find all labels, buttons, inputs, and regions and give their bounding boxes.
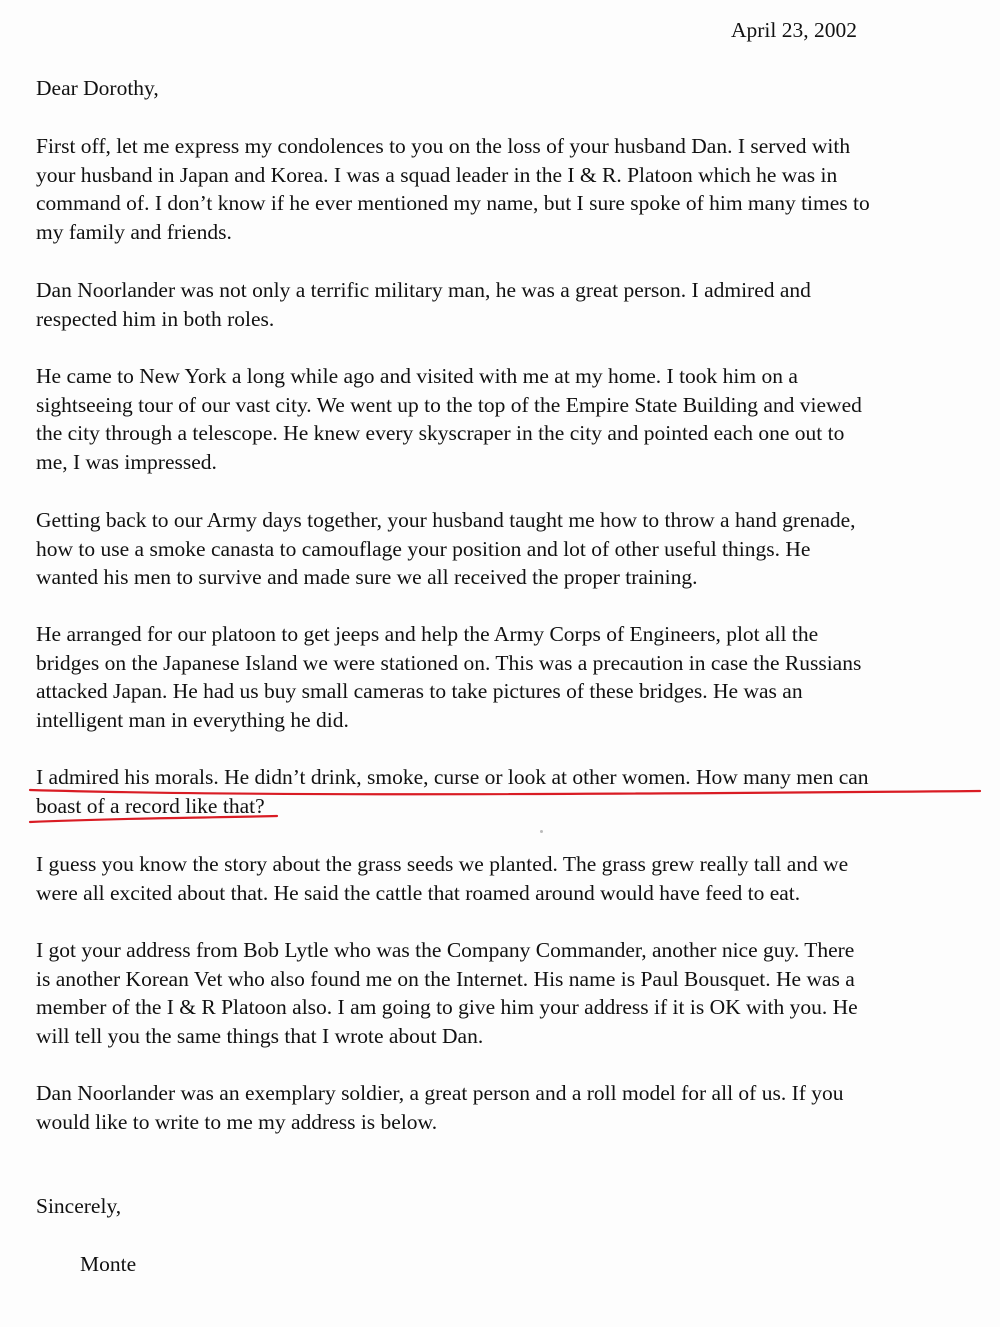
paragraph-grass-seeds bbox=[36, 850, 986, 907]
paragraph-admiration bbox=[36, 276, 986, 333]
paragraph-line: He arranged for our platoon to get jeeps and help the Army Corps of Engineers, plot all the bbox=[36, 622, 819, 646]
paragraph-line: were all excited about that. He said the cattle that roamed around would have feed to eat. bbox=[36, 880, 801, 905]
paragraph-new-york-visit bbox=[36, 362, 986, 476]
letter-date: April 23, 2002 bbox=[731, 18, 858, 42]
scan-speck bbox=[540, 830, 543, 833]
paragraph-bridges bbox=[36, 620, 986, 734]
paragraph-line: boast of a record like that? bbox=[36, 793, 265, 818]
paragraph-line: intelligent man in everything he did. bbox=[36, 707, 349, 732]
signature: Monte bbox=[80, 1252, 137, 1276]
paragraph-condolences bbox=[36, 132, 986, 246]
closing: Sincerely, bbox=[36, 1194, 122, 1218]
paragraph-morals bbox=[36, 763, 986, 820]
paragraph-line: wanted his men to survive and made sure we all received the proper training. bbox=[36, 565, 698, 590]
paragraph-closing-remarks bbox=[36, 1079, 986, 1136]
paragraph-line: bridges on the Japanese Island we were stationed on. This was a precaution in case the Russians bbox=[36, 650, 862, 675]
paragraph-line: member of the I & R Platoon also. I am going to give him your address if it is OK with you. He bbox=[36, 995, 858, 1020]
paragraph-line: Dan Noorlander was an exemplary soldier, a great person and a roll model for all of us. If you bbox=[36, 1081, 844, 1105]
paragraph-line: my family and friends. bbox=[36, 219, 232, 244]
paragraph-line: I admired his morals. He didn’t drink, smoke, curse or look at other women. How many men can bbox=[36, 765, 869, 789]
paragraph-line: will tell you the same things that I wrote about Dan. bbox=[36, 1023, 484, 1048]
paragraph-line: would like to write to me my address is below. bbox=[36, 1109, 438, 1134]
paragraph-address-source bbox=[36, 936, 986, 1050]
paragraph-line: attacked Japan. He had us buy small cameras to take pictures of these bridges. He was an bbox=[36, 679, 803, 704]
paragraph-line: command of. I don’t know if he ever mentioned my name, but I sure spoke of him many times to bbox=[36, 191, 870, 216]
paragraph-line: Getting back to our Army days together, your husband taught me how to throw a hand grenade, bbox=[36, 508, 856, 532]
paragraph-line: First off, let me express my condolences to you on the loss of your husband Dan. I served with bbox=[36, 134, 851, 158]
paragraph-line: how to use a smoke canasta to camouflage your position and lot of other useful things. He bbox=[36, 536, 811, 561]
paragraph-army-training bbox=[36, 506, 986, 592]
paragraph-line: your husband in Japan and Korea. I was a squad leader in the I & R. Platoon which he was in bbox=[36, 162, 838, 187]
paragraph-line: I got your address from Bob Lytle who was the Company Commander, another nice guy. There bbox=[36, 938, 855, 962]
paragraph-line: me, I was impressed. bbox=[36, 449, 217, 474]
paragraph-line: Dan Noorlander was not only a terrific military man, he was a great person. I admired and bbox=[36, 278, 811, 302]
paragraph-line: is another Korean Vet who also found me on the Internet. His name is Paul Bousquet. He was a bbox=[36, 966, 855, 991]
paragraph-line: sightseeing tour of our vast city. We went up to the top of the Empire State Building and viewed bbox=[36, 392, 862, 417]
paragraph-line: the city through a telescope. He knew every skyscraper in the city and pointed each one out to bbox=[36, 421, 845, 446]
paragraph-line: respected him in both roles. bbox=[36, 306, 275, 331]
paragraph-line: I guess you know the story about the grass seeds we planted. The grass grew really tall and we bbox=[36, 852, 849, 876]
paragraph-line: He came to New York a long while ago and visited with me at my home. I took him on a bbox=[36, 364, 798, 388]
salutation: Dear Dorothy, bbox=[36, 76, 159, 100]
